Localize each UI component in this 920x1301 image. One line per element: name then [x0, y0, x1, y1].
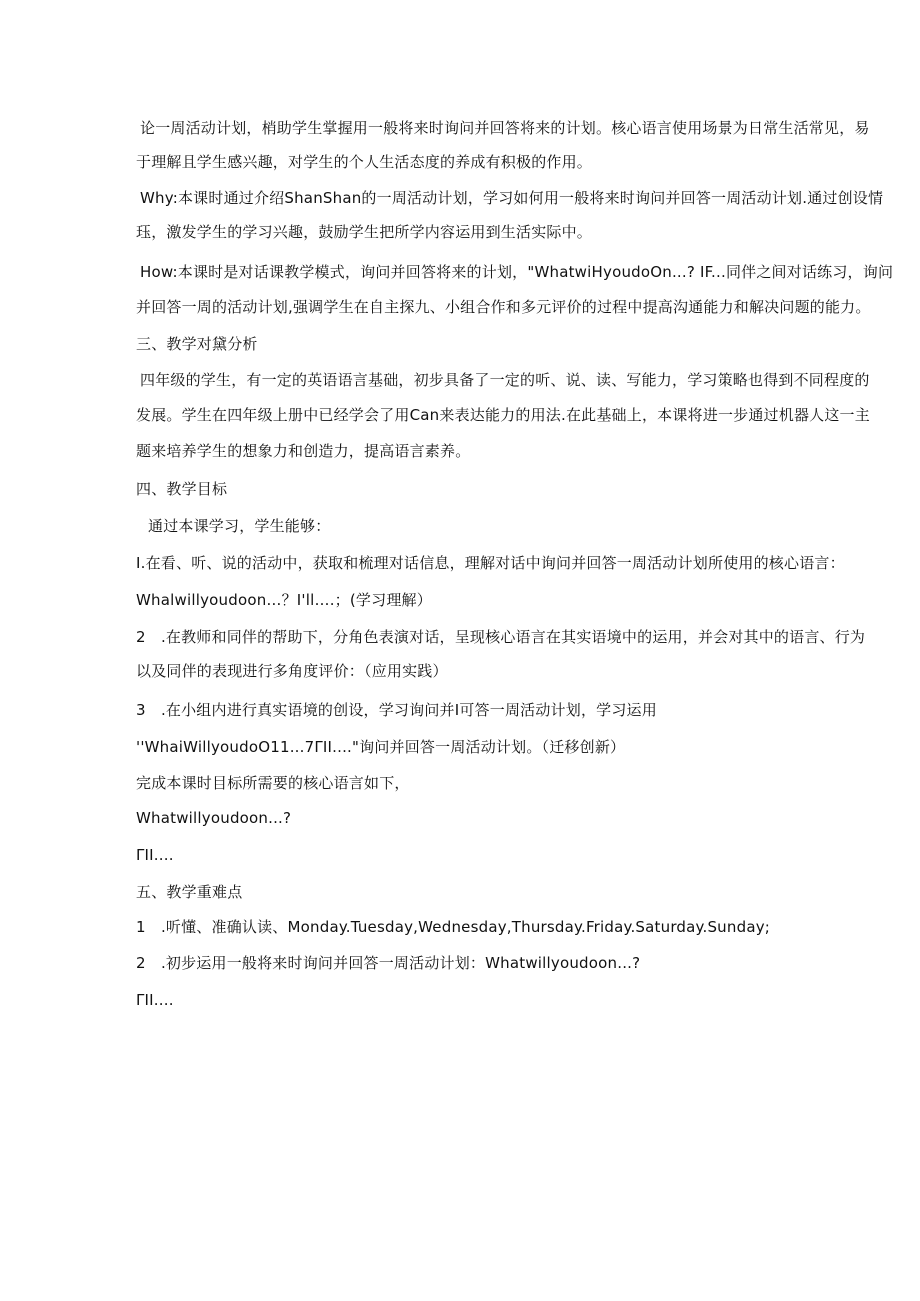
paragraph-line: 并回答一周的活动计划,强调学生在自主探九、小组合作和多元评价的过程中提高沟通能力和解决问题的能力。 [136, 298, 871, 316]
core-language-line: ΓII.... [136, 846, 174, 864]
paragraph-line: 题来培养学生的想象力和创造力，提高语言素养。 [136, 442, 471, 460]
paragraph-line: Whalwillyoudoon…？I'll….；(学习理解） [136, 591, 432, 609]
paragraph-line: 发展。学生在四年级上册中已经学会了用Can来表达能力的用法.在此基础上，本课将进一步通过机器人这一主 [136, 406, 870, 424]
core-language-line: ΓII.... [136, 991, 174, 1009]
paragraph-line: ''WhaiWillyoudoO11...7ΓII...."询问并回答一周活动计划。（迁移创新） [136, 738, 626, 756]
section-heading: 三、教学对黛分析 [136, 335, 258, 353]
paragraph-line: 完成本课时目标所需要的核心语言如下， [136, 774, 410, 792]
key-point-item: 1 .听懂、准确认读、Monday.Tuesday,Wednesday,Thursday.Friday.Saturday.Sunday; [136, 918, 771, 936]
objective-item: I.在看、听、说的活动中，获取和梳理对话信息，理解对话中询问并回答一周活动计划所使用的核心语言： [136, 554, 845, 572]
key-point-item: 2 .初步运用一般将来时询问并回答一周活动计划：Whatwillyoudoon...? [136, 954, 641, 972]
paragraph-line: 以及同伴的表现进行多角度评价：（应用实践） [136, 662, 448, 680]
objective-item: 2 .在教师和同伴的帮助下，分角色表演对话，呈现核心语言在其实语境中的运用，并会对其中的语言、行为 [136, 628, 866, 646]
section-heading: 四、教学目标 [136, 480, 228, 498]
paragraph-line: 于理解且学生感兴趣，对学生的个人生活态度的养成有积极的作用。 [136, 153, 593, 171]
paragraph-line: 论一周活动计划，梢助学生掌握用一般将来时询问并回答将来的计划。核心语言使用场景为日常生活常见，易 [140, 119, 870, 137]
core-language-line: Whatwillyoudoon...? [136, 809, 292, 827]
paragraph-line: How:本课时是对话课教学模式，询问并回答将来的计划，"WhatwiHyoudoOn...? IF...同伴之间对话练习，询问 [140, 263, 894, 281]
paragraph-line: Why:本课时通过介绍ShanShan的一周活动计划，学习如何用一般将来时询问并回答一周活动计划.通过创设情 [140, 189, 884, 207]
paragraph-line: 珏，激发学生的学习兴趣，鼓励学生把所学内容运用到生活实际中。 [136, 223, 593, 241]
paragraph-line: 通过本课学习，学生能够： [148, 517, 331, 535]
paragraph-line: 四年级的学生，有一定的英语语言基础，初步具备了一定的听、说、读、写能力，学习策略也得到不同程度的 [140, 371, 870, 389]
section-heading: 五、教学重难点 [136, 883, 243, 901]
objective-item: 3 .在小组内进行真实语境的创设，学习询问并I可答一周活动计划，学习运用 [136, 701, 657, 719]
